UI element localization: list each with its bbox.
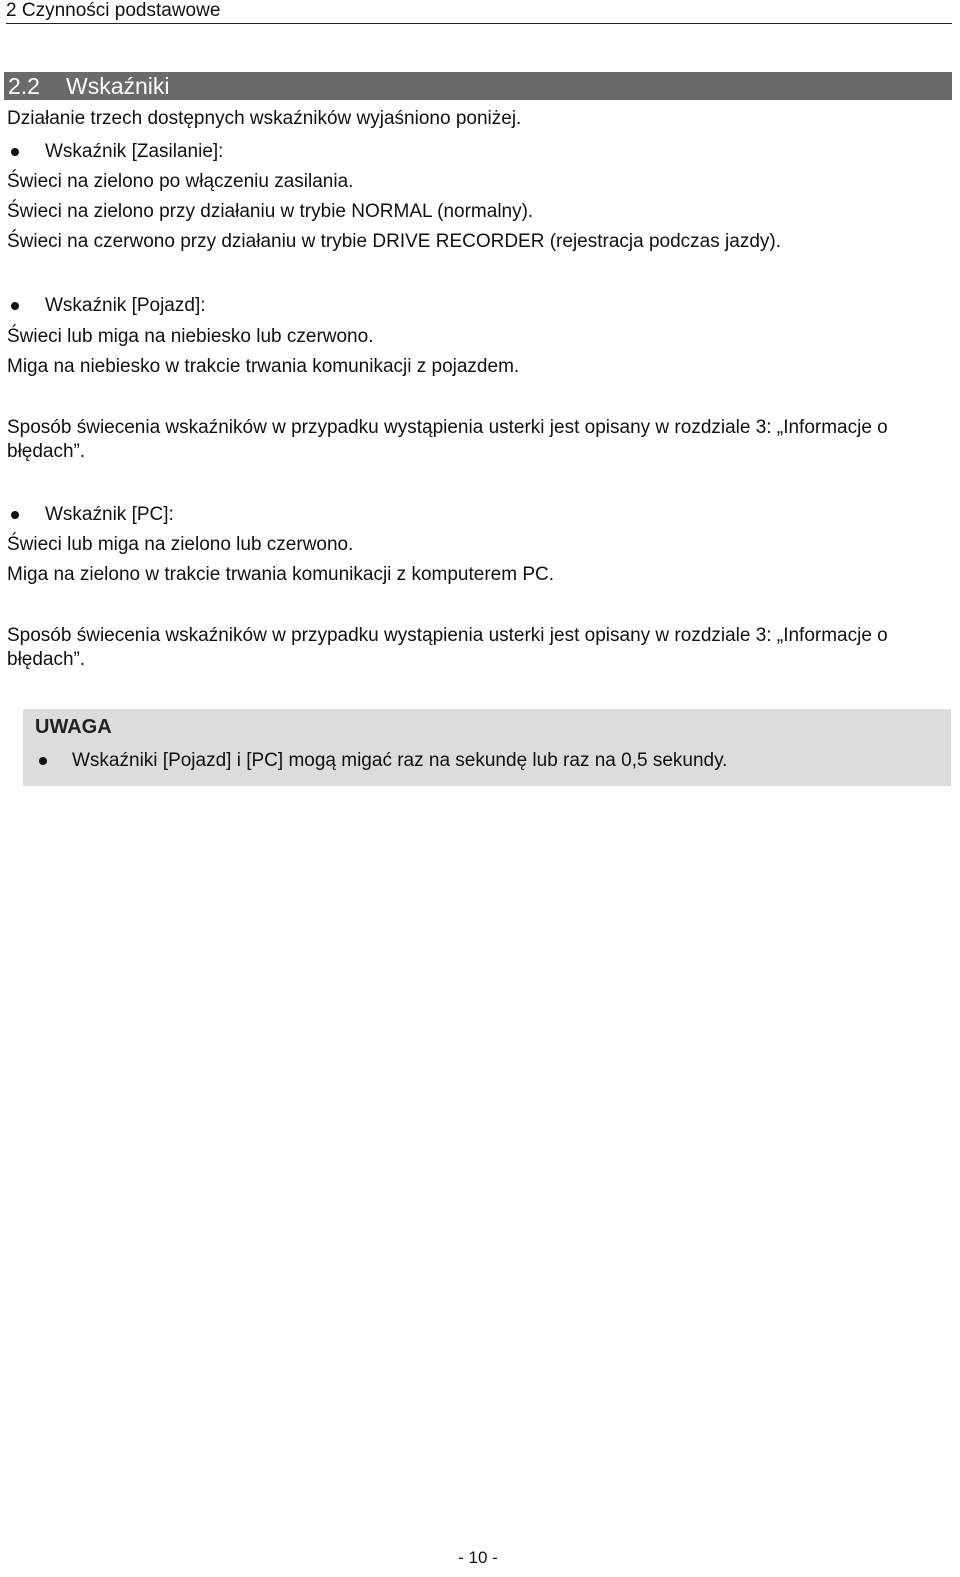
running-header: 2 Czynności podstawowe: [6, 0, 952, 24]
indicator-vehicle-label: Wskaźnik [Pojazd]:: [45, 295, 206, 316]
indicator-power-line: Świeci na czerwono przy działaniu w trybie DRIVE RECORDER (rejestracja podczas jazdy).: [7, 231, 781, 252]
indicator-pc-label: Wskaźnik [PC]:: [45, 504, 174, 525]
indicator-vehicle-line: Miga na niebiesko w trakcie trwania komunikacji z pojazdem.: [7, 356, 520, 377]
indicator-power-line: Świeci na zielono przy działaniu w trybie NORMAL (normalny).: [7, 201, 534, 222]
bullet-icon: [11, 148, 19, 156]
indicator-pc-line: Świeci lub miga na zielono lub czerwono.: [7, 534, 354, 555]
warning-title: UWAGA: [35, 716, 112, 738]
section-heading: [4, 72, 952, 100]
indicator-power-line: Świeci na zielono po włączeniu zasilania.: [7, 171, 354, 192]
section-title: Wskaźniki: [66, 73, 170, 99]
bullet-icon: [11, 302, 19, 310]
indicator-power-label: Wskaźnik [Zasilanie]:: [45, 141, 224, 162]
intro-text: Działanie trzech dostępnych wskaźników wyjaśniono poniżej.: [7, 108, 522, 129]
indicator-vehicle-line: Świeci lub miga na niebiesko lub czerwono.: [7, 326, 374, 347]
warning-box: [23, 709, 951, 786]
indicator-pc-line: Miga na zielono w trakcie trwania komunikacji z komputerem PC.: [7, 564, 554, 585]
bullet-icon: [39, 757, 47, 765]
section-number: 2.2: [8, 73, 40, 99]
indicator-vehicle-note: Sposób świecenia wskaźników w przypadku wystąpienia usterki jest opisany w rozdziale 3: „Informacje o błędach”.: [7, 417, 888, 462]
page-number: - 10 -: [458, 1548, 498, 1567]
indicator-pc-note: Sposób świecenia wskaźników w przypadku wystąpienia usterki jest opisany w rozdziale 3: „Informacje o błędach”.: [7, 625, 888, 670]
warning-text: Wskaźniki [Pojazd] i [PC] mogą migać raz na sekundę lub raz na 0,5 sekundy.: [72, 750, 728, 771]
bullet-icon: [11, 511, 19, 519]
